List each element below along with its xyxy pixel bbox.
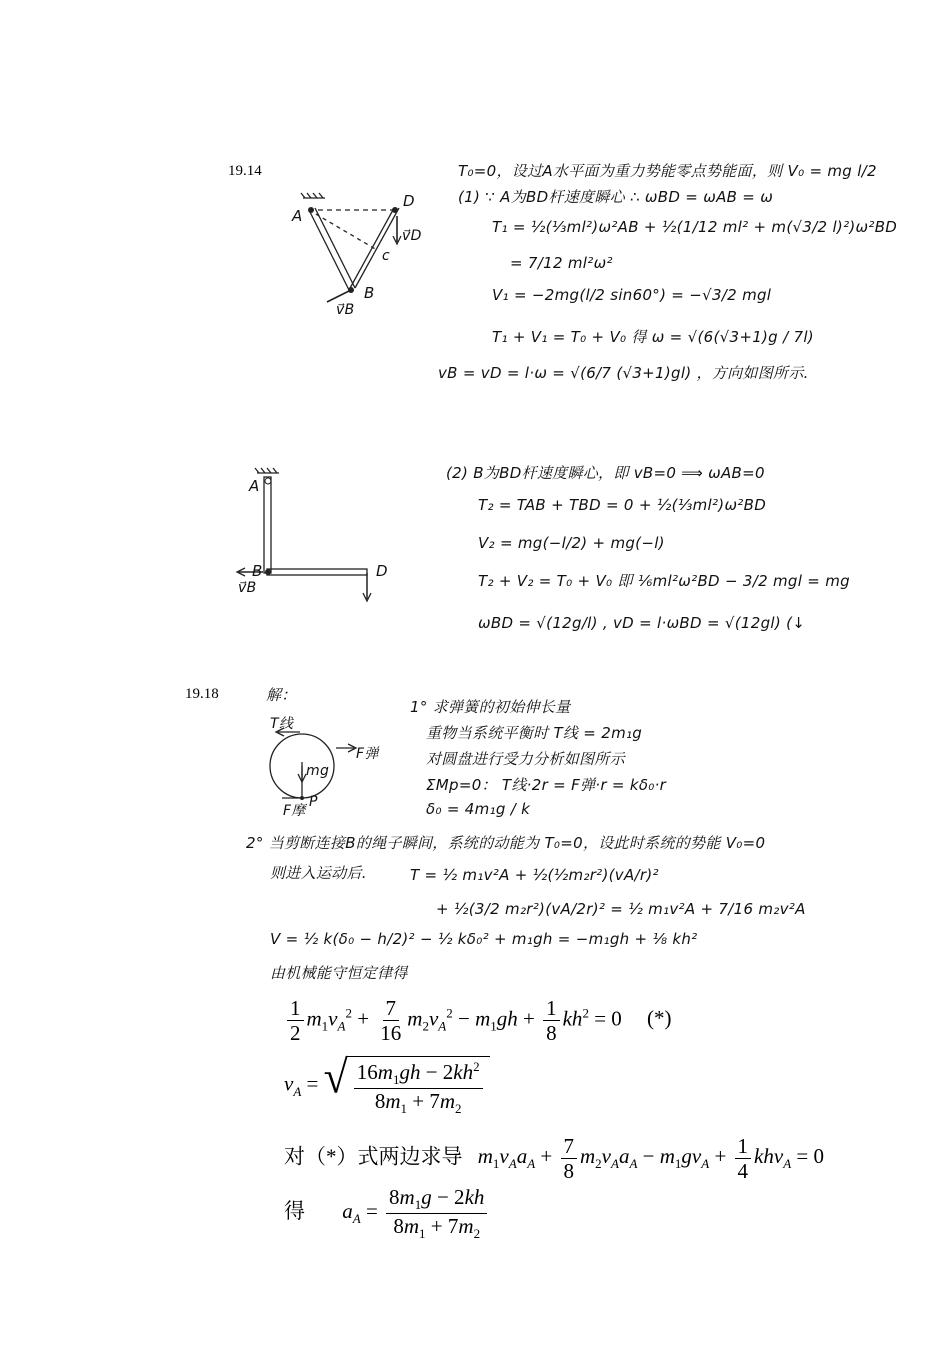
text-line: T₂ = TAB + TBD = 0 + ½(⅓ml²)ω²BD [478,496,767,514]
label-vd: v⃗D [402,228,422,244]
derivative-line: 对（*）式两边求导 $m_1v_Aa_A$ + $\frac{7}{8}$ $m_2v_Aa_A - m_1gv_A$ + $\frac{1}{4}$ khv$_A$ = 0 [284,1134,824,1184]
text-line: 对圆盘进行受力分析如图所示 [426,750,625,768]
label-friction: F摩 [283,803,306,819]
text-line: V₁ = −2mg(l/2 sin60°) = −√3/2 mgl [492,286,772,304]
velocity-vb-arrow [327,290,351,302]
equation-star-tag: (*) [647,1006,672,1031]
label-d: D [403,192,415,210]
label-c: c [382,248,390,264]
acceleration-result: 得 $a_A$ = $\frac{8m_1g - 2kh}{8m_1 + 7m_2}$ [284,1186,490,1241]
text-line: 则进入运动后. [270,864,367,882]
text-line: + ½(3/2 m₂r²)(vA/2r)² = ½ m₁v²A + 7/16 m₂v²A [436,900,806,918]
text-line: 1° 求弹簧的初始伸长量 [410,698,571,716]
text-line: ΣMp=0： T线·2r = F弹·r = kδ₀·r [426,776,667,794]
derivative-intro: 对（*）式两边求导 [284,1144,463,1169]
text-line: = 7/12 ml²ω² [510,254,613,272]
label-d: D [376,562,388,580]
text-line: ωBD = √(12g/l) , vD = l·ωBD = √(12gl) (↓ [478,614,806,632]
label-b: B [252,562,263,580]
label-vb: v⃗B [336,302,355,318]
rod-ab [264,477,271,573]
velocity-result: $v_A$ = √ $\frac{16m_1gh - 2kh^2}{8m_1 + 7m_2}$ [284,1056,490,1116]
text-line: vB = vD = l·ω = √(6/7 (√3+1)gl) ，方向如图所示. [438,364,809,382]
problem-number-19-14: 19.14 [228,163,262,179]
result-intro: 得 [284,1199,305,1224]
solution-label: 解： [266,686,297,704]
rod-ab [309,210,349,290]
text-line: T₂ + V₂ = T₀ + V₀ 即 ⅙ml²ω²BD − 3/2 mgl = mg [478,572,850,590]
rod-bd [267,569,367,575]
diagram-19-14-part1 [285,190,425,330]
label-a: A [249,477,260,495]
label-a: A [292,207,303,225]
text-line: T = ½ m₁v²A + ½(½m₂r²)(vA/r)² [410,866,659,884]
label-tension: T线 [270,716,294,732]
text-line: (2) B为BD杆速度瞬心，即 vB=0 ⟹ ωAB=0 [446,464,765,482]
energy-equation: $\frac{1}{2}$ $m_1v_A^2$ + $\frac{7}{16}$ $m_2v_A^2 - m_1gh$ + $\frac{1}{8}$ $kh^2 = 0$ (*) [284,997,672,1044]
text-line: δ₀ = 4m₁g / k [426,800,531,818]
label-spring-force: F弹 [356,746,379,762]
label-p: P [309,794,318,810]
label-vb: v⃗B [238,580,257,596]
problem-number-19-18: 19.18 [185,686,219,702]
text-line: T₁ + V₁ = T₀ + V₀ 得 ω = √(6(√3+1)g / 7l) [492,328,814,346]
text-line: 2° 当剪断连接B的绳子瞬间，系统的动能为 T₀=0，设此时系统的势能 V₀=0 [246,834,766,852]
label-b: B [364,284,375,302]
text-line: T₁ = ½(⅓ml²)ω²AB + ½(1/12 ml² + m(√3/2 l)²)ω²BD [492,218,898,236]
text-line: V = ½ k(δ₀ − h/2)² − ½ kδ₀² + m₁gh = −m₁gh + ⅛ kh² [270,930,698,948]
text-line: T₀=0，设过A水平面为重力势能零点势能面，则 V₀ = mg l/2 [458,162,877,180]
text-line: 由机械能守恒定律得 [270,964,408,982]
text-line: (1) ∵ A为BD杆速度瞬心 ∴ ωBD = ωAB = ω [458,188,774,206]
label-mg: mg [306,763,330,779]
text-line: V₂ = mg(−l/2) + mg(−l) [478,534,665,552]
text-line: 重物当系统平衡时 T线 = 2m₁g [426,724,643,742]
